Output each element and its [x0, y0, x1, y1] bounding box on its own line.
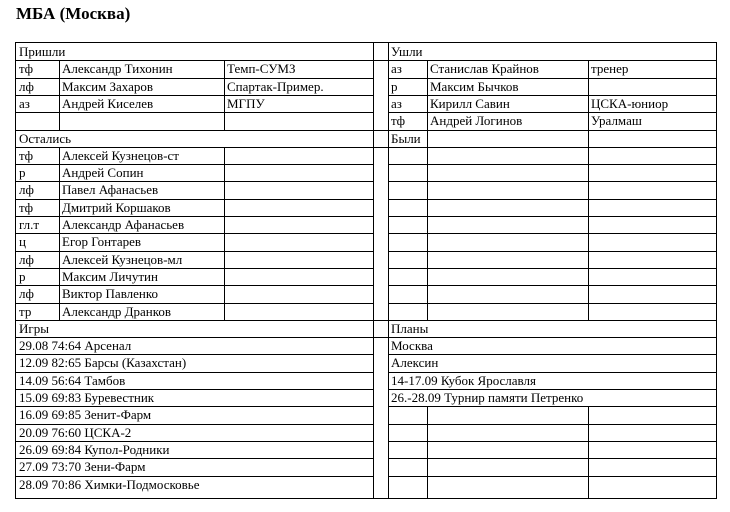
section-header-were: Были [391, 131, 421, 146]
stayed-position: р [19, 165, 26, 180]
grid-line [427, 406, 428, 498]
left-name: Кирилл Савин [430, 96, 510, 111]
grid-line [388, 164, 716, 165]
plan-row: 14-17.09 Кубок Ярославля [391, 373, 536, 388]
plan-row: 26.-28.09 Турнир памяти Петренко [391, 390, 584, 405]
arrived-position: аз [19, 96, 30, 111]
grid-line [224, 60, 225, 130]
game-row: 16.09 69:85 Зенит-Фарм [19, 407, 152, 422]
grid-line [588, 406, 589, 498]
section-header-plans: Планы [391, 321, 429, 336]
left-position: тф [391, 113, 406, 128]
grid-line [388, 476, 716, 477]
stayed-position: лф [19, 286, 34, 301]
stayed-name: Максим Личутин [62, 269, 158, 284]
arrived-name: Максим Захаров [62, 79, 154, 94]
stayed-position: ц [19, 234, 26, 249]
grid-line [16, 320, 716, 321]
game-row: 27.09 73:70 Зени-Фарм [19, 459, 146, 474]
game-row: 28.09 70:86 Химки-Подмосковье [19, 477, 200, 492]
stayed-name: Александр Афанасьев [62, 217, 185, 232]
left-name: Андрей Логинов [430, 113, 523, 128]
grid-line [373, 43, 374, 498]
plan-row: Алексин [391, 355, 439, 370]
grid-line [388, 441, 716, 442]
grid-line [388, 303, 716, 304]
grid-line [388, 216, 716, 217]
stayed-name: Андрей Сопин [62, 165, 144, 180]
grid-line [16, 112, 373, 113]
left-name: Станислав Крайнов [430, 61, 539, 76]
grid-line [388, 285, 716, 286]
left-position: аз [391, 96, 402, 111]
grid-line [224, 147, 225, 320]
stayed-position: тр [19, 304, 32, 319]
grid-line [388, 406, 716, 407]
stayed-name: Дмитрий Коршаков [62, 200, 171, 215]
left-name: Максим Бычков [430, 79, 519, 94]
arrived-club: МГПУ [227, 96, 265, 111]
grid-line [388, 424, 716, 425]
grid-line [388, 233, 716, 234]
game-row: 14.09 56:64 Тамбов [19, 373, 126, 388]
stayed-name: Александр Дранков [62, 304, 172, 319]
game-row: 20.09 76:60 ЦСКА-2 [19, 425, 132, 440]
grid-line [59, 147, 60, 320]
game-row: 15.09 69:83 Буревестник [19, 390, 155, 405]
grid-line [388, 199, 716, 200]
arrived-name: Александр Тихонин [62, 61, 173, 76]
arrived-name: Андрей Киселев [62, 96, 154, 111]
arrived-position: тф [19, 61, 34, 76]
stayed-position: р [19, 269, 26, 284]
stayed-position: лф [19, 182, 34, 197]
grid-line [16, 130, 716, 131]
stayed-position: тф [19, 200, 34, 215]
left-position: аз [391, 61, 402, 76]
left-club: Уралмаш [591, 113, 642, 128]
stayed-name: Павел Афанасьев [62, 182, 159, 197]
section-header-left: Ушли [391, 44, 423, 59]
stayed-name: Алексей Кузнецов-мл [62, 252, 183, 267]
stayed-position: гл.т [19, 217, 40, 232]
section-header-arrived: Пришли [19, 44, 66, 59]
section-header-stayed: Остались [19, 131, 72, 146]
grid-line [388, 458, 716, 459]
stayed-name: Виктор Павленко [62, 286, 159, 301]
arrived-club: Спартак-Пример. [227, 79, 324, 94]
arrived-position: лф [19, 79, 34, 94]
arrived-club: Темп-СУМЗ [227, 61, 296, 76]
grid-line [427, 60, 428, 320]
game-row: 29.08 74:64 Арсенал [19, 338, 132, 353]
grid-line [388, 181, 716, 182]
section-header-games: Игры [19, 321, 49, 336]
game-row: 26.09 69:84 Купол-Родники [19, 442, 170, 457]
left-club: тренер [591, 61, 629, 76]
left-position: р [391, 79, 398, 94]
stayed-name: Егор Гонтарев [62, 234, 142, 249]
grid-line [388, 251, 716, 252]
game-row: 12.09 82:65 Барсы (Казахстан) [19, 355, 187, 370]
left-club: ЦСКА-юниор [591, 96, 669, 111]
transfer-table [15, 42, 717, 499]
stayed-name: Алексей Кузнецов-ст [62, 148, 179, 163]
page-title: МБА (Москва) [16, 4, 131, 23]
grid-line [388, 43, 389, 498]
stayed-position: тф [19, 148, 34, 163]
grid-line [59, 60, 60, 130]
plan-row: Москва [391, 338, 433, 353]
grid-line [388, 268, 716, 269]
stayed-position: лф [19, 252, 34, 267]
grid-line [588, 60, 589, 320]
